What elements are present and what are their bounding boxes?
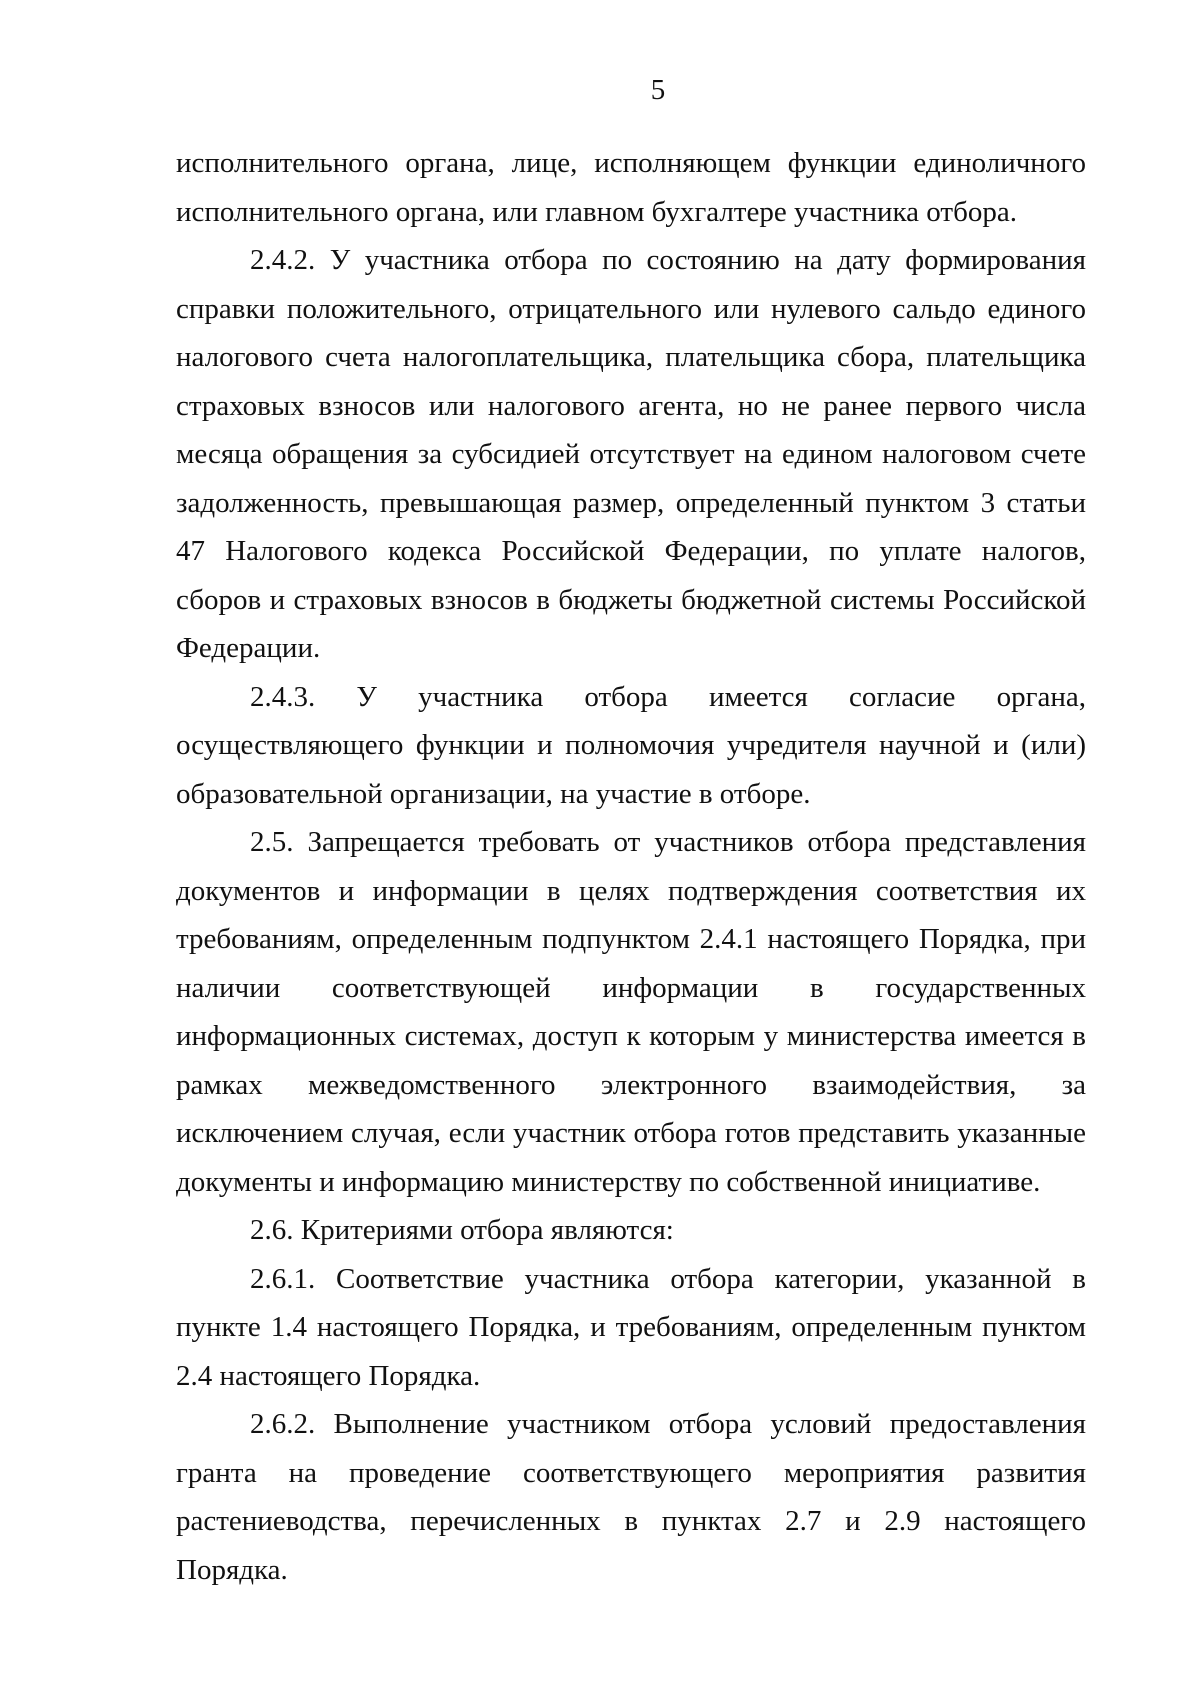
- paragraph-2-4-3: 2.4.3. У участника отбора имеется согласие органа, осуществляющего функции и полномочия учредителя научной и (или) образовательной организации, на участие в отборе.: [176, 680, 1086, 810]
- paragraph-2-6: 2.6. Критериями отбора являются:: [250, 1214, 674, 1246]
- paragraph-2-5: 2.5. Запрещается требовать от участников отбора представления документов и информации в целях подтверждения соответствия их требованиям, определенным подпунктом 2.4.1 настоящего Порядка, при наличии соответствующей информации в государственных информационных системах, доступ к которым у министерства имеется в рамках межведомственного электронного взаимодействия, за исключением случая, если участник отбора готов представить указанные документы и информацию министерству по собственной инициативе.: [176, 826, 1086, 1198]
- paragraph-2-4-2: 2.4.2. У участника отбора по состоянию на дату формирования справки положительного, отрицательного или нулевого сальдо единого налогового счета налогоплательщика, плательщика сбора, плательщика страховых взносов или налогового агента, но не ранее первого числа месяца обращения за субсидией отсутствует на едином налоговом счете задолженность, превышающая размер, определенный пунктом 3 статьи 47 Налогового кодекса Российской Федерации, по уплате налогов, сборов и страховых взносов в бюджеты бюджетной системы Российской Федерации.: [176, 244, 1086, 664]
- paragraph-continuation: исполнительного органа, лице, исполняющем функции единоличного исполнительного органа, или главном бухгалтере участника отбора.: [176, 147, 1086, 228]
- page-number: 5: [650, 74, 666, 106]
- paragraph-2-6-1: 2.6.1. Соответствие участника отбора категории, указанной в пункте 1.4 настоящего Порядка, и требованиям, определенным пунктом 2.4 настоящего Порядка.: [176, 1262, 1086, 1392]
- document-body: [176, 139, 1086, 1594]
- paragraph-2-6-2: 2.6.2. Выполнение участником отбора условий предоставления гранта на проведение соответствующего мероприятия развития растениеводства, перечисленных в пунктах 2.7 и 2.9 настоящего Порядка.: [176, 1408, 1086, 1586]
